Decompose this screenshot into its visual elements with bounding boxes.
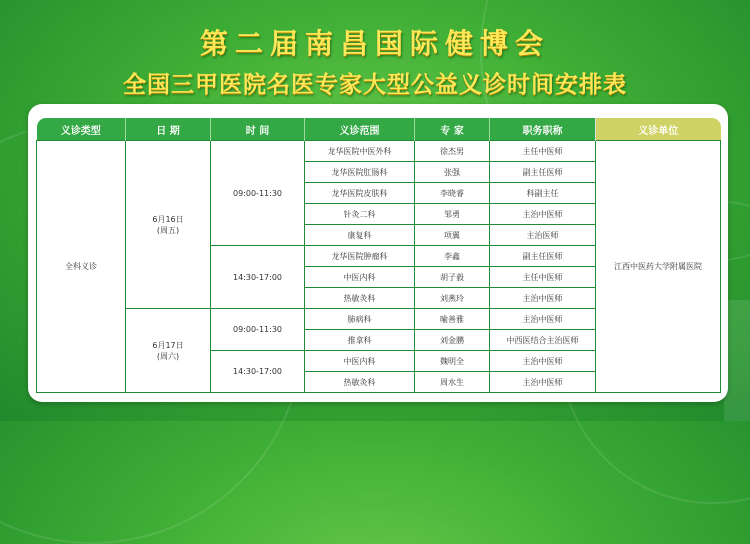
dept-cell: 龙华医院皮肤科 <box>305 183 415 204</box>
title-cell: 主治中医师 <box>490 372 596 393</box>
unit-cell: 江西中医药大学附属医院 <box>596 141 721 393</box>
header-time: 时 间 <box>211 118 305 141</box>
header-unit: 义诊单位 <box>596 118 721 141</box>
expert-cell: 邹勇 <box>415 204 490 225</box>
date-label: 6月16日 <box>152 214 184 224</box>
title-cell: 主治中医师 <box>490 351 596 372</box>
dept-cell: 龙华医院肛肠科 <box>305 162 415 183</box>
title-cell: 中西医结合主治医师 <box>490 330 596 351</box>
expert-cell: 徐杰男 <box>415 141 490 162</box>
dept-cell: 热敏灸科 <box>305 372 415 393</box>
table-row <box>37 141 721 162</box>
header-title: 职务职称 <box>490 118 596 141</box>
title-cell: 主治中医师 <box>490 309 596 330</box>
dept-cell: 龙华医院肿瘤科 <box>305 246 415 267</box>
header-expert: 专 家 <box>415 118 490 141</box>
dept-cell: 针灸二科 <box>305 204 415 225</box>
weekday-label: (周五) <box>156 225 180 235</box>
header-date: 日 期 <box>126 118 211 141</box>
title-cell: 主治中医师 <box>490 204 596 225</box>
title-cell: 主任中医师 <box>490 267 596 288</box>
title-cell: 主任中医师 <box>490 141 596 162</box>
header-dept: 义诊范围 <box>305 118 415 141</box>
schedule-table <box>36 118 721 393</box>
dept-cell: 热敏灸科 <box>305 288 415 309</box>
expert-cell: 项翼 <box>415 225 490 246</box>
dept-cell: 康复科 <box>305 225 415 246</box>
dept-cell: 中医内科 <box>305 351 415 372</box>
time-cell: 14:30-17:00 <box>211 351 305 393</box>
title-cell: 主治医师 <box>490 225 596 246</box>
dept-cell: 中医内科 <box>305 267 415 288</box>
dept-cell: 肺病科 <box>305 309 415 330</box>
expert-cell: 刘燕玲 <box>415 288 490 309</box>
title-cell: 主治中医师 <box>490 288 596 309</box>
expert-cell: 胡子毅 <box>415 267 490 288</box>
expert-cell: 魏明全 <box>415 351 490 372</box>
expert-cell: 周水生 <box>415 372 490 393</box>
schedule-panel <box>28 104 728 402</box>
expert-cell: 喻善雅 <box>415 309 490 330</box>
time-cell: 14:30-17:00 <box>211 246 305 309</box>
type-cell: 全科义诊 <box>37 141 126 393</box>
title-cell: 科副主任 <box>490 183 596 204</box>
date-cell <box>126 309 211 393</box>
expert-cell: 张强 <box>415 162 490 183</box>
title-cell: 副主任医师 <box>490 162 596 183</box>
expert-cell: 刘金鹏 <box>415 330 490 351</box>
weekday-label: (周六) <box>156 351 180 361</box>
date-label: 6月17日 <box>152 340 184 350</box>
dept-cell: 推拿科 <box>305 330 415 351</box>
date-cell <box>126 141 211 309</box>
page-title: 第二届南昌国际健博会 <box>199 27 550 60</box>
time-cell: 09:00-11:30 <box>211 141 305 246</box>
expert-cell: 李晓睿 <box>415 183 490 204</box>
header-type: 义诊类型 <box>37 118 126 141</box>
page-subtitle: 全国三甲医院名医专家大型公益义诊时间安排表 <box>123 72 627 98</box>
decor-corner-shape <box>724 300 750 421</box>
header-row <box>37 118 721 141</box>
expert-cell: 李鑫 <box>415 246 490 267</box>
time-cell: 09:00-11:30 <box>211 309 305 351</box>
dept-cell: 龙华医院中医外科 <box>305 141 415 162</box>
title-cell: 副主任医师 <box>490 246 596 267</box>
